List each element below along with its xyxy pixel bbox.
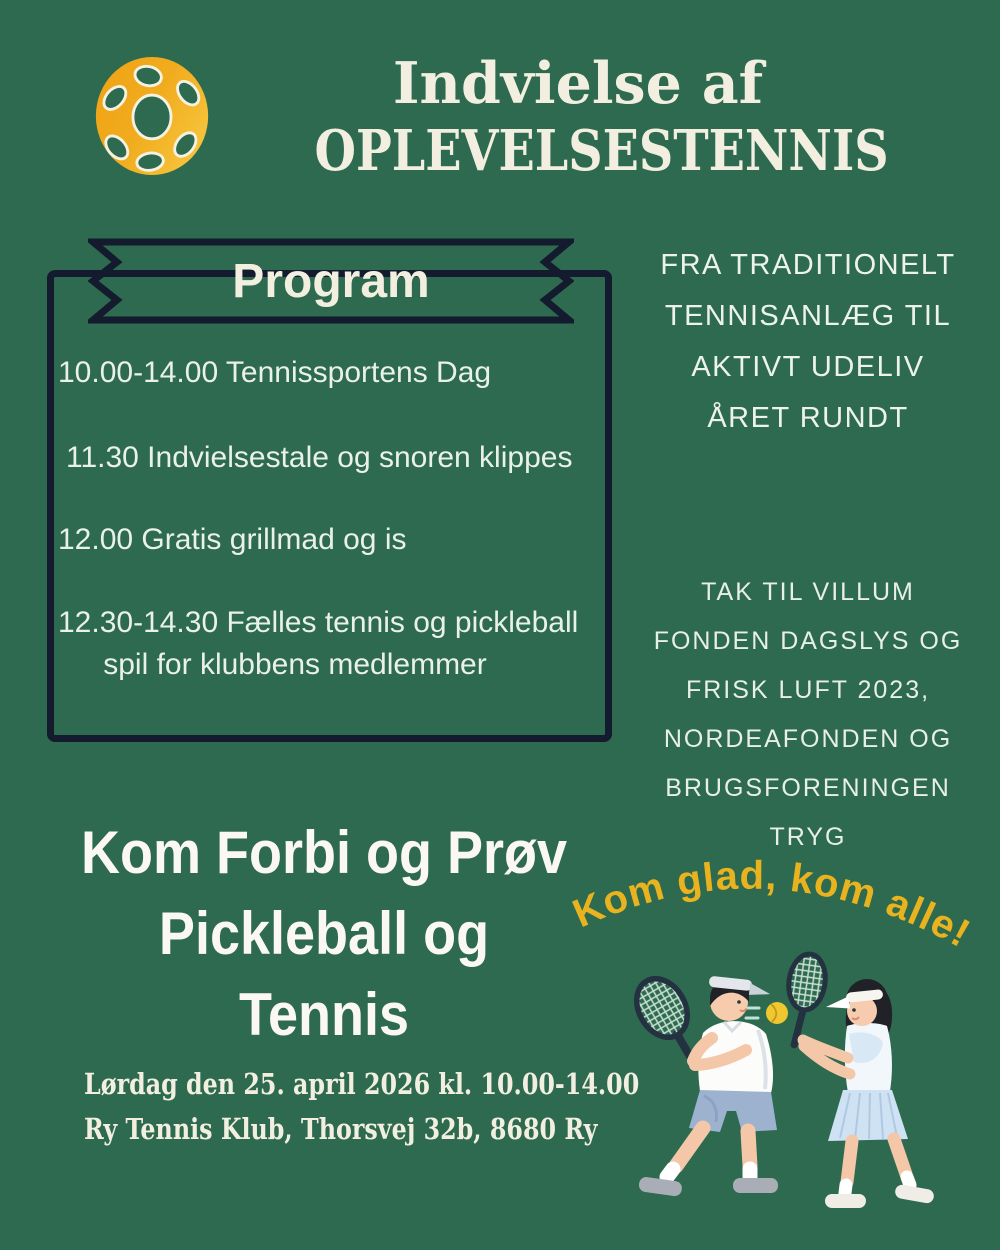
poster-title-line2: OPLEVELSESTENNIS (314, 118, 889, 184)
girl-racket-icon (780, 952, 828, 1048)
tagline (638, 240, 978, 444)
girl-player (780, 952, 935, 1208)
program-item-1: 10.00-14.00 Tennissportens Dag (58, 356, 492, 389)
thanks-line-4: NORDEAFONDEN OG (663, 725, 953, 753)
program-item-2: 11.30 Indvielsestale og snoren klippes (66, 441, 573, 474)
event-date: Lørdag den 25. april 2026 kl. 10.00-14.00 (84, 1067, 640, 1101)
thanks-line-3: FRISK LUFT 2023, (685, 676, 931, 704)
program-ribbon (88, 234, 574, 328)
thanks-line-2: FONDEN DAGSLYS OG (653, 627, 963, 655)
sponsor-thanks (642, 568, 974, 862)
tagline-line-1: FRA TRADITIONELT (660, 249, 956, 281)
program-item-4-continuation: spil for klubbens medlemmer (103, 648, 487, 681)
event-venue: Ry Tennis Klub, Thorsvej 32b, 8680 Ry (84, 1112, 598, 1146)
program-item-3: 12.00 Gratis grillmad og is (58, 523, 407, 556)
tennis-players-illustration (600, 938, 980, 1228)
pickleball-icon (93, 56, 211, 176)
cta-line-2: Pickleball og (158, 900, 490, 967)
cta-line-3: Tennis (238, 981, 410, 1048)
curved-slogan-text: Kom glad, kom alle! (566, 853, 978, 957)
tagline-line-2: TENNISANLÆG TIL (664, 300, 952, 332)
event-details (84, 1062, 640, 1152)
program-heading: Program (232, 255, 430, 308)
thanks-line-1: TAK TIL VILLUM (701, 578, 915, 606)
program-item-4: 12.30-14.30 Fælles tennis og pickleball (58, 606, 579, 639)
cta-line-1: Kom Forbi og Prøv (81, 819, 567, 886)
thanks-line-5: BRUGSFORENINGEN (665, 774, 951, 802)
thanks-line-6: TRYG (769, 823, 847, 851)
tagline-line-3: AKTIVT UDELIV (691, 351, 925, 383)
boy-player (627, 970, 778, 1197)
cta-heading (63, 812, 585, 1055)
poster-title-line1: Indvielse af (392, 50, 764, 117)
tagline-line-4: ÅRET RUNDT (707, 402, 909, 434)
tennis-ball-icon (746, 1002, 788, 1024)
